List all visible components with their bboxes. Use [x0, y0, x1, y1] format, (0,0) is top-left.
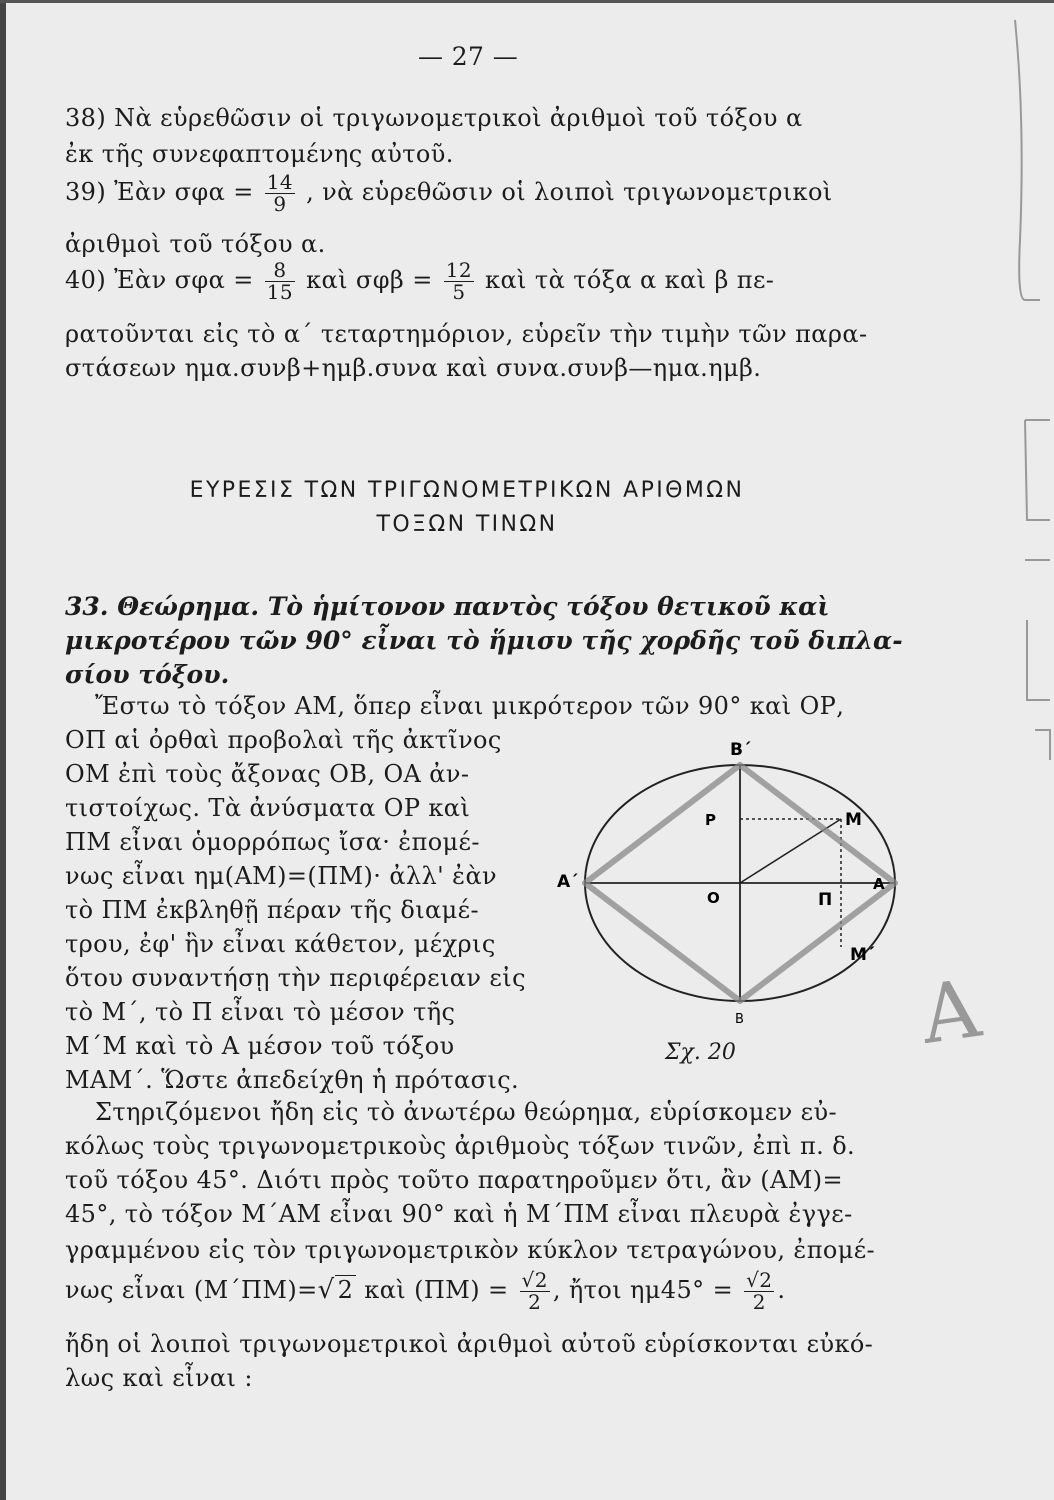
margin-stroke-2 [1025, 420, 1050, 520]
exercise-40-line-3: στάσεων ημα.συνβ+ημβ.συνα καὶ συνα.συνβ—ημα.ημβ. [65, 354, 762, 382]
continuation-line-5: γραμμένου εἰς τὸν τριγωνομετρικὸν κύκλον τετραγώνου, ἐπομέ- [65, 1236, 876, 1264]
theorem-line-3: σίου τόξου. [65, 660, 230, 689]
continuation-line-4: 45°, τὸ τόξον Μ΄ΑΜ εἶναι 90° καὶ ἡ Μ΄ΠΜ εἶναι πλευρὰ ἐγγε- [65, 1200, 853, 1228]
label-b: Β [735, 1012, 744, 1027]
continuation-line-1: Στηριζόμενοι ἤδη εἰς τὸ ἀνωτέρω θεώρημα, εὑρίσκομεν εὐ- [95, 1098, 837, 1126]
proof-line-6: νως εἶναι ημ(ΑΜ)=(ΠΜ)· ἀλλ' ἐὰν [65, 862, 498, 890]
margin-stroke-1 [1015, 20, 1040, 300]
fraction-12-5: $\frac{12}{5}$ [445, 258, 473, 304]
exercise-40-line-2: ρατοῦνται εἰς τὸ α΄ τεταρτημόριον, εὑρεῖν τὴν τιμὴν τῶν παρα- [65, 320, 868, 348]
figure-caption: Σχ. 20 [665, 1040, 736, 1065]
label-m-prime: Μ΄ [850, 945, 875, 965]
proof-line-7: τὸ ΠΜ ἐκβληθῇ πέραν τῆς διαμέ- [65, 896, 479, 924]
margin-pencil-letter: Α [915, 961, 986, 1062]
proof-line-5: ΠΜ εἶναι ὁμορρόπως ἴσα· ἐπομέ- [65, 828, 480, 856]
continuation-line-3: τοῦ τόξου 45°. Διότι πρὸς τοῦτο παρατηροῦμεν ὅτι, ἂν (ΑΜ)= [65, 1166, 844, 1194]
proof-line-1: Ἔστω τὸ τόξον ΑΜ, ὅπερ εἶναι μικρότερον τῶν 90° καὶ ΟΡ, [95, 692, 845, 720]
fraction-14-9: $\frac{14}{9}$ [266, 170, 294, 216]
proof-line-2: ΟΠ αἱ ὀρθαὶ προβολαὶ τῆς ἀκτῖνος [65, 726, 502, 754]
figure-20-diagram [545, 735, 935, 1080]
exercise-39-line-1: 39) Ἐὰν σφα = $\frac{14}{9}$ , νὰ εὑρεθῶσιν οἱ λοιποὶ τριγωνομετρικοὶ [65, 170, 833, 216]
page-number: — 27 — [418, 42, 519, 71]
exercise-38-line-1: 38) Νὰ εὑρεθῶσιν οἱ τριγωνομετρικοὶ ἀριθμοὶ τοῦ τόξου α [65, 104, 803, 132]
continuation-line-6: νως εἶναι (Μ΄ΠΜ)=√ 2 καὶ (ΠΜ) = $\frac{√2}{2}$ , ἤτοι ημ45° = $\frac{√2}{2}$ . [65, 1268, 786, 1314]
theorem-line-2: μικροτέρου τῶν 90° εἶναι τὸ ἥμισυ τῆς χορδῆς τοῦ διπλα- [65, 626, 903, 655]
proof-line-9: ὅτου συναντήσῃ τὴν περιφέρειαν εἰς [65, 964, 526, 992]
proof-line-12: ΜΑΜ΄. Ὥστε ἀπεδείχθη ἡ πρότασις. [65, 1066, 520, 1094]
label-b-prime: Β΄ [730, 740, 751, 760]
proof-line-11: Μ΄Μ καὶ τὸ Α μέσον τοῦ τόξου [65, 1032, 455, 1060]
continuation-line-7: ἤδη οἱ λοιποὶ τριγωνομετρικοὶ ἀριθμοὶ αὐτοῦ εὑρίσκονται εὐκό- [65, 1330, 874, 1358]
proof-line-3: ΟΜ ἐπὶ τοὺς ἄξονας ΟΒ, ΟΑ ἀν- [65, 760, 470, 788]
fraction-8-15: $\frac{8}{15}$ [266, 258, 294, 304]
exercise-40-line-1: 40) Ἐὰν σφα = $\frac{8}{15}$ καὶ σφβ = $\frac{12}{5}$ καὶ τὰ τόξα α καὶ β πε- [65, 258, 775, 304]
section-heading-line-2: ΤΟΞΩΝ ΤΙΝΩΝ [376, 512, 558, 537]
margin-stroke-4 [1035, 730, 1050, 760]
exercise-38-line-2: ἐκ τῆς συνεφαπτομένης αὐτοῦ. [65, 140, 454, 168]
continuation-line-2: κόλως τοὺς τριγωνομετρικοὺς ἀριθμοὺς τόξων τινῶν, ἐπὶ π. δ. [65, 1132, 856, 1160]
continuation-line-8: λως καὶ εἶναι : [65, 1364, 253, 1392]
label-m: Μ [845, 810, 862, 830]
proof-line-10: τὸ Μ΄, τὸ Π εἶναι τὸ μέσον τῆς [65, 998, 456, 1026]
exercise-39-line-2: ἀριθμοὶ τοῦ τόξου α. [65, 230, 326, 258]
label-a-prime: Α΄ [557, 872, 578, 892]
label-pi: Π [818, 890, 833, 910]
section-heading-line-1: ΕΥΡΕΣΙΣ ΤΩΝ ΤΡΙΓΩΝΟΜΕΤΡΙΚΩΝ ΑΡΙΘΜΩΝ [189, 478, 745, 503]
margin-stroke-3 [1025, 560, 1050, 700]
fraction-sin45: $\frac{√2}{2}$ [746, 1268, 773, 1314]
proof-line-4: τιστοίχως. Τὰ ἀνύσματα ΟΡ καὶ [65, 794, 471, 822]
label-o: Ο [707, 889, 720, 907]
margin-pencil-sketches [915, 0, 1054, 1500]
fraction-sqrt2-over-2: $\frac{√2}{2}$ [521, 1268, 548, 1314]
label-p: Ρ [705, 811, 716, 829]
proof-line-8: τρου, ἐφ' ἣν εἶναι κάθετον, μέχρις [65, 930, 496, 958]
sqrt-2: √ 2 [318, 1275, 357, 1305]
theorem-line-1: 33. Θεώρημα. Τὸ ἡμίτονον παντὸς τόξου θετικοῦ καὶ [65, 592, 830, 621]
label-a: Α [873, 875, 885, 893]
